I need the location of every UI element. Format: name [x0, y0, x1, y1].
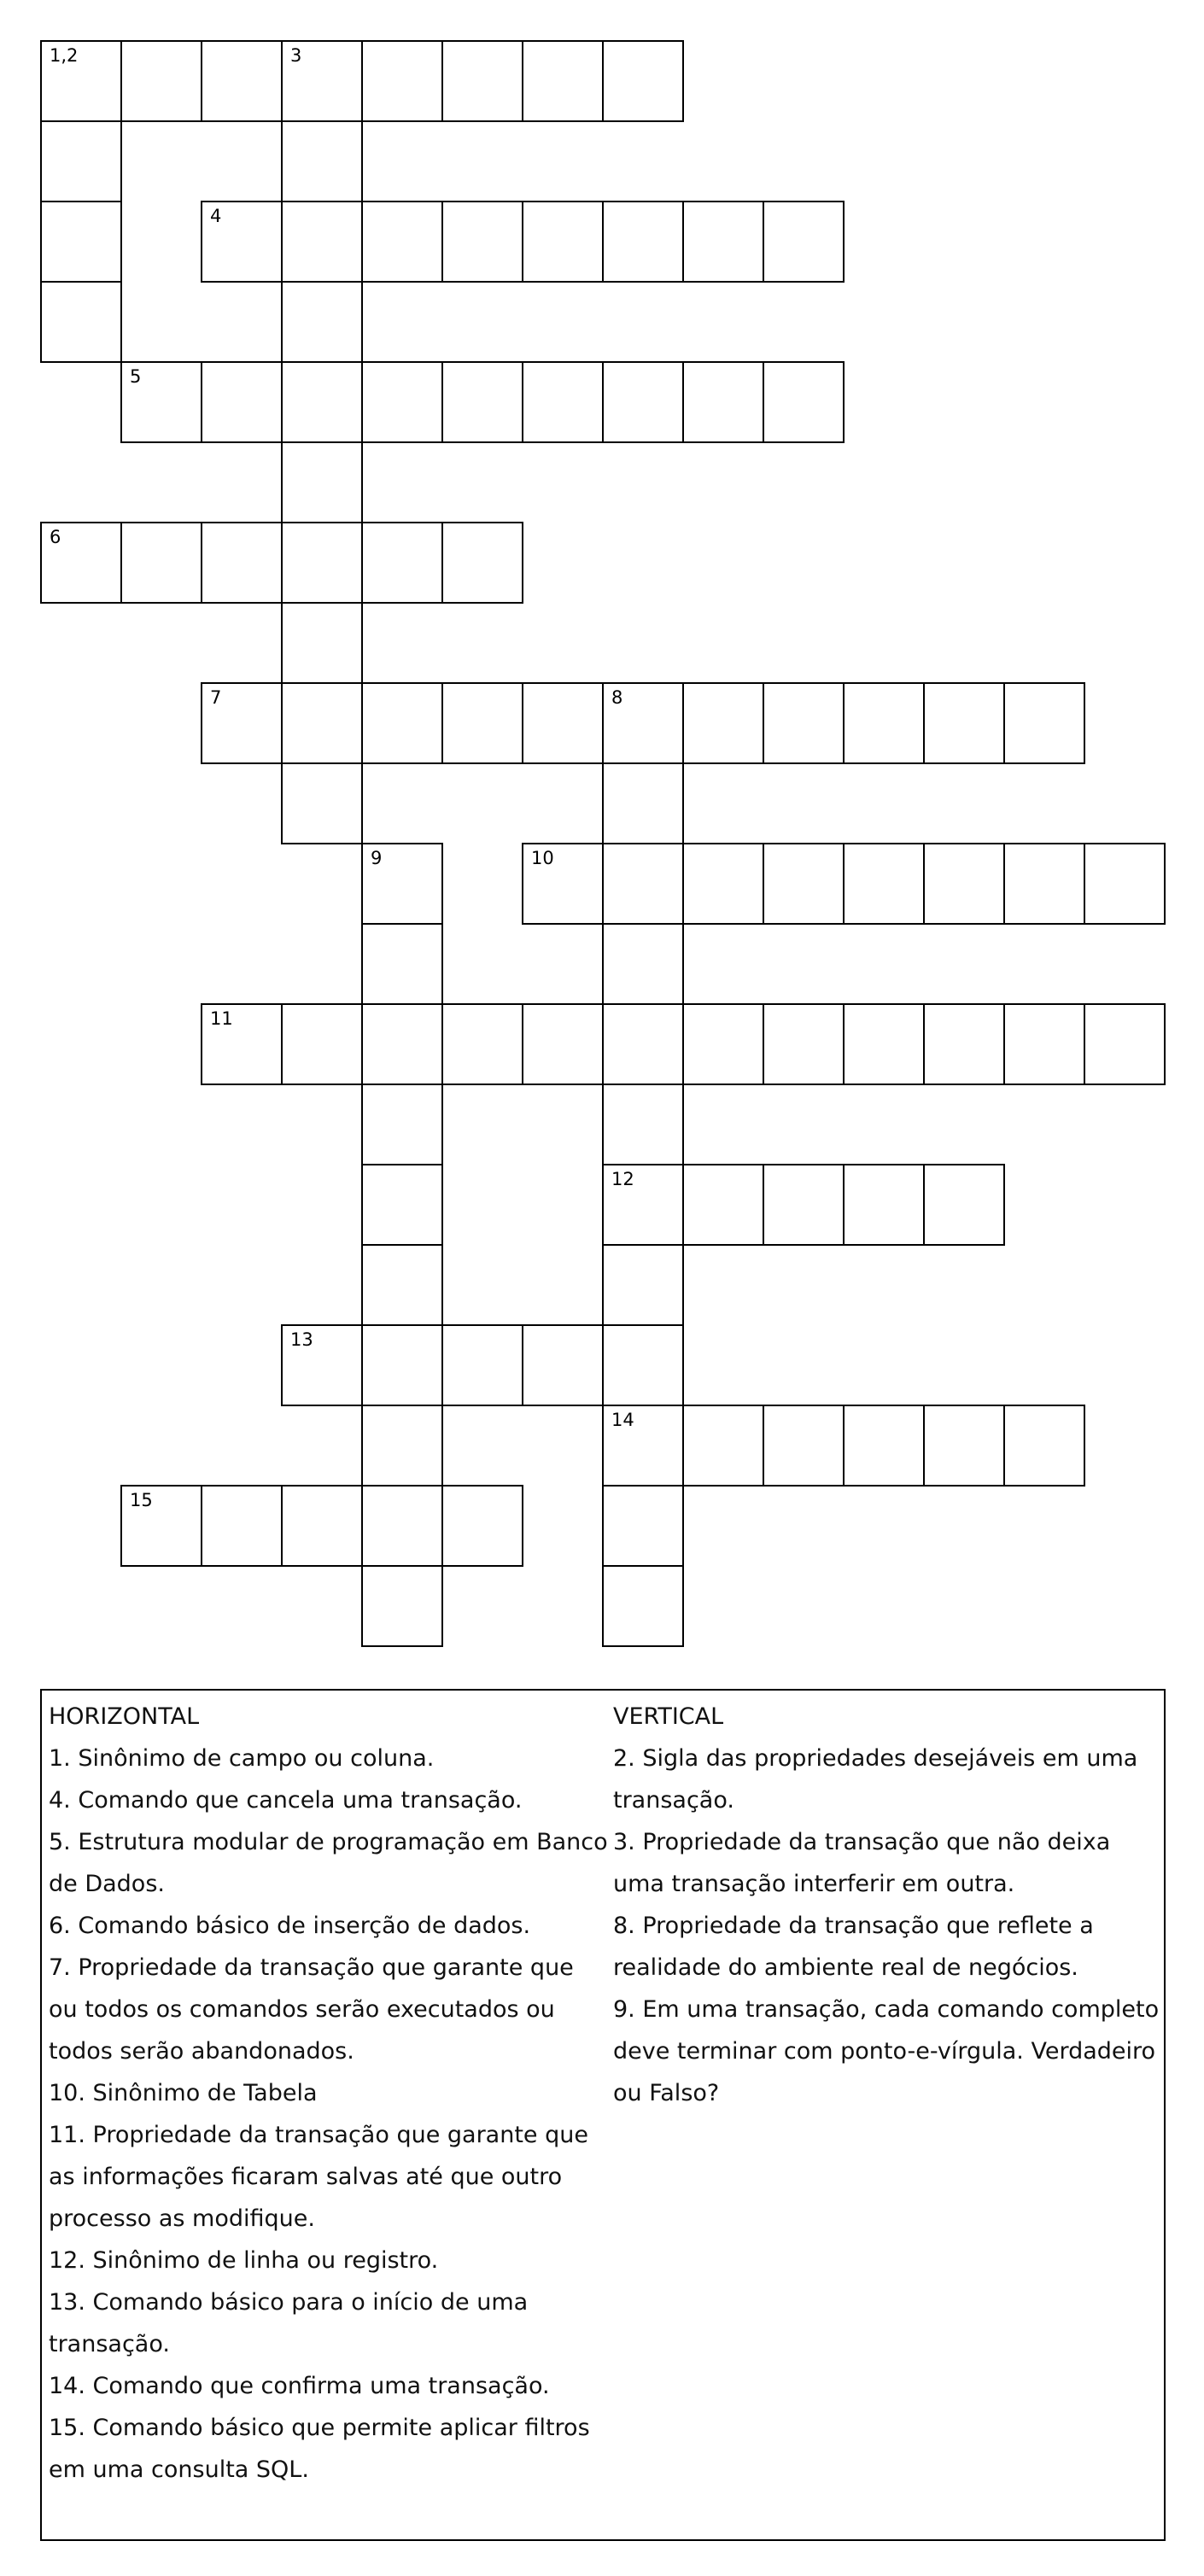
grid-cell[interactable] — [682, 361, 764, 443]
clue-number: 11 — [210, 1008, 233, 1029]
grid-cell[interactable] — [201, 361, 283, 443]
grid-cell[interactable] — [281, 1324, 363, 1406]
grid-cell[interactable] — [843, 1405, 925, 1487]
grid-cell[interactable] — [361, 682, 443, 764]
grid-cell[interactable] — [602, 201, 684, 283]
grid-cell[interactable] — [361, 361, 443, 443]
grid-cell[interactable] — [1003, 682, 1085, 764]
grid-cell[interactable] — [361, 1405, 443, 1487]
grid-cell[interactable] — [522, 843, 604, 925]
grid-cell[interactable] — [522, 682, 604, 764]
grid-cell[interactable] — [763, 1164, 845, 1246]
grid-cell[interactable] — [763, 843, 845, 925]
grid-cell[interactable] — [602, 1164, 684, 1246]
grid-cell[interactable] — [763, 1003, 845, 1085]
grid-cell[interactable] — [361, 923, 443, 1005]
clue-number: 4 — [210, 206, 222, 226]
grid-cell[interactable] — [522, 361, 604, 443]
grid-cell[interactable] — [281, 1003, 363, 1085]
clue-vertical-8: 8. Propriedade da transação que reflete a realidade do ambiente real de negócios. — [613, 1913, 1094, 1981]
clue-horizontal-12: 12. Sinônimo de linha ou registro. — [49, 2247, 439, 2274]
clue-vertical-2: 2. Sigla das propriedades desejáveis em uma transação. — [613, 1745, 1138, 1814]
grid-cell[interactable] — [281, 1485, 363, 1567]
grid-cell[interactable] — [763, 201, 845, 283]
grid-cell[interactable] — [281, 361, 363, 443]
grid-cell[interactable] — [763, 682, 845, 764]
grid-cell[interactable] — [602, 1003, 684, 1085]
grid-cell[interactable] — [361, 1324, 443, 1406]
clue-box — [40, 1689, 1166, 2541]
grid-cell[interactable] — [281, 40, 363, 122]
grid-cell[interactable] — [361, 1485, 443, 1567]
grid-cell[interactable] — [441, 40, 523, 122]
grid-cell[interactable] — [602, 1324, 684, 1406]
clue-number: 10 — [531, 848, 554, 868]
grid-cell[interactable] — [441, 201, 523, 283]
grid-cell[interactable] — [1084, 1003, 1166, 1085]
grid-cell[interactable] — [923, 1405, 1005, 1487]
grid-cell[interactable] — [441, 1003, 523, 1085]
grid-cell[interactable] — [843, 682, 925, 764]
grid-cell[interactable] — [201, 201, 283, 283]
grid-cell[interactable] — [602, 843, 684, 925]
grid-cell[interactable] — [522, 1324, 604, 1406]
grid-cell[interactable] — [602, 1405, 684, 1487]
clue-horizontal-5: 5. Estrutura modular de programação em Banco de Dados. — [49, 1829, 608, 1897]
grid-cell[interactable] — [40, 201, 122, 283]
grid-cell[interactable] — [682, 1003, 764, 1085]
grid-cell[interactable] — [522, 1003, 604, 1085]
grid-cell[interactable] — [441, 522, 523, 604]
vertical-clues — [613, 1691, 1160, 2114]
grid-cell[interactable] — [1003, 1003, 1085, 1085]
grid-cell[interactable] — [843, 843, 925, 925]
grid-cell[interactable] — [923, 843, 1005, 925]
grid-cell[interactable] — [40, 522, 122, 604]
grid-cell[interactable] — [201, 40, 283, 122]
grid-cell[interactable] — [441, 361, 523, 443]
grid-cell[interactable] — [923, 1003, 1005, 1085]
grid-cell[interactable] — [281, 602, 363, 684]
clue-number: 6 — [50, 527, 61, 547]
grid-cell[interactable] — [361, 201, 443, 283]
clue-vertical-3: 3. Propriedade da transação que não deixa uma transação interferir em outra. — [613, 1829, 1111, 1897]
grid-cell[interactable] — [682, 201, 764, 283]
grid-cell[interactable] — [281, 281, 363, 363]
grid-cell[interactable] — [763, 361, 845, 443]
grid-cell[interactable] — [923, 1164, 1005, 1246]
grid-cell[interactable] — [281, 762, 363, 844]
grid-cell[interactable] — [763, 1405, 845, 1487]
grid-cell[interactable] — [120, 40, 202, 122]
clue-horizontal-4: 4. Comando que cancela uma transação. — [49, 1787, 523, 1814]
grid-cell[interactable] — [281, 201, 363, 283]
grid-cell[interactable] — [602, 1565, 684, 1647]
grid-cell[interactable] — [441, 1485, 523, 1567]
grid-cell[interactable] — [361, 1565, 443, 1647]
grid-cell[interactable] — [281, 120, 363, 202]
clue-number: 7 — [210, 687, 222, 708]
clue-horizontal-14: 14. Comando que confirma uma transação. — [49, 2373, 550, 2399]
grid-cell[interactable] — [120, 361, 202, 443]
grid-cell[interactable] — [602, 1485, 684, 1567]
horizontal-clues — [49, 1691, 608, 2491]
clue-number: 5 — [130, 366, 142, 387]
clue-horizontal-6: 6. Comando básico de inserção de dados. — [49, 1913, 531, 1939]
grid-cell[interactable] — [361, 1084, 443, 1165]
clue-horizontal-1: 1. Sinônimo de campo ou coluna. — [49, 1745, 435, 1772]
grid-cell[interactable] — [201, 682, 283, 764]
grid-cell[interactable] — [361, 1244, 443, 1326]
grid-cell[interactable] — [361, 40, 443, 122]
grid-cell[interactable] — [441, 1324, 523, 1406]
grid-cell[interactable] — [361, 1164, 443, 1246]
clue-vertical-9: 9. Em uma transação, cada comando completo deve terminar com ponto-e-vírgula. Verdadeiro ou Falso? — [613, 1996, 1160, 2106]
grid-cell[interactable] — [120, 522, 202, 604]
grid-cell[interactable] — [361, 522, 443, 604]
grid-cell[interactable] — [843, 1003, 925, 1085]
clue-horizontal-10: 10. Sinônimo de Tabela — [49, 2080, 318, 2106]
clue-horizontal-11: 11. Propriedade da transação que garante que as informações ficaram salvas até que outro processo as modifique. — [49, 2122, 588, 2232]
grid-cell[interactable] — [281, 522, 363, 604]
grid-cell[interactable] — [1003, 843, 1085, 925]
grid-cell[interactable] — [201, 1485, 283, 1567]
clue-number: 9 — [371, 848, 383, 868]
grid-cell[interactable] — [682, 1405, 764, 1487]
grid-cell[interactable] — [602, 40, 684, 122]
grid-cell[interactable] — [201, 1003, 283, 1085]
grid-cell[interactable] — [602, 1244, 684, 1326]
vertical-heading: VERTICAL — [613, 1703, 724, 1730]
clue-number: 8 — [611, 687, 623, 708]
clue-number: 3 — [290, 45, 302, 66]
clue-number: 1,2 — [50, 45, 79, 66]
grid-cell[interactable] — [281, 441, 363, 523]
grid-cell[interactable] — [441, 682, 523, 764]
grid-cell[interactable] — [602, 762, 684, 844]
grid-cell[interactable] — [602, 1084, 684, 1165]
grid-cell[interactable] — [923, 682, 1005, 764]
grid-cell[interactable] — [682, 682, 764, 764]
clue-number: 14 — [611, 1410, 634, 1430]
grid-cell[interactable] — [120, 1485, 202, 1567]
grid-cell[interactable] — [40, 40, 122, 122]
grid-cell[interactable] — [682, 1164, 764, 1246]
grid-cell[interactable] — [361, 1003, 443, 1085]
grid-cell[interactable] — [1084, 843, 1166, 925]
grid-cell[interactable] — [602, 923, 684, 1005]
grid-cell[interactable] — [843, 1164, 925, 1246]
grid-cell[interactable] — [682, 843, 764, 925]
grid-cell[interactable] — [361, 843, 443, 925]
grid-cell[interactable] — [602, 361, 684, 443]
grid-cell[interactable] — [281, 682, 363, 764]
grid-cell[interactable] — [602, 682, 684, 764]
grid-cell[interactable] — [40, 281, 122, 363]
clue-horizontal-7: 7. Propriedade da transação que garante que ou todos os comandos serão executados ou todos serão abandonados. — [49, 1954, 574, 2065]
grid-cell[interactable] — [40, 120, 122, 202]
clue-number: 13 — [290, 1329, 313, 1350]
grid-cell[interactable] — [1003, 1405, 1085, 1487]
clue-number: 15 — [130, 1490, 153, 1510]
horizontal-heading: HORIZONTAL — [49, 1703, 200, 1730]
clue-horizontal-15: 15. Comando básico que permite aplicar filtros em uma consulta SQL. — [49, 2415, 590, 2483]
grid-cell[interactable] — [522, 201, 604, 283]
grid-cell[interactable] — [522, 40, 604, 122]
clue-horizontal-13: 13. Comando básico para o início de uma transação. — [49, 2289, 529, 2357]
grid-cell[interactable] — [201, 522, 283, 604]
clue-number: 12 — [611, 1169, 634, 1189]
